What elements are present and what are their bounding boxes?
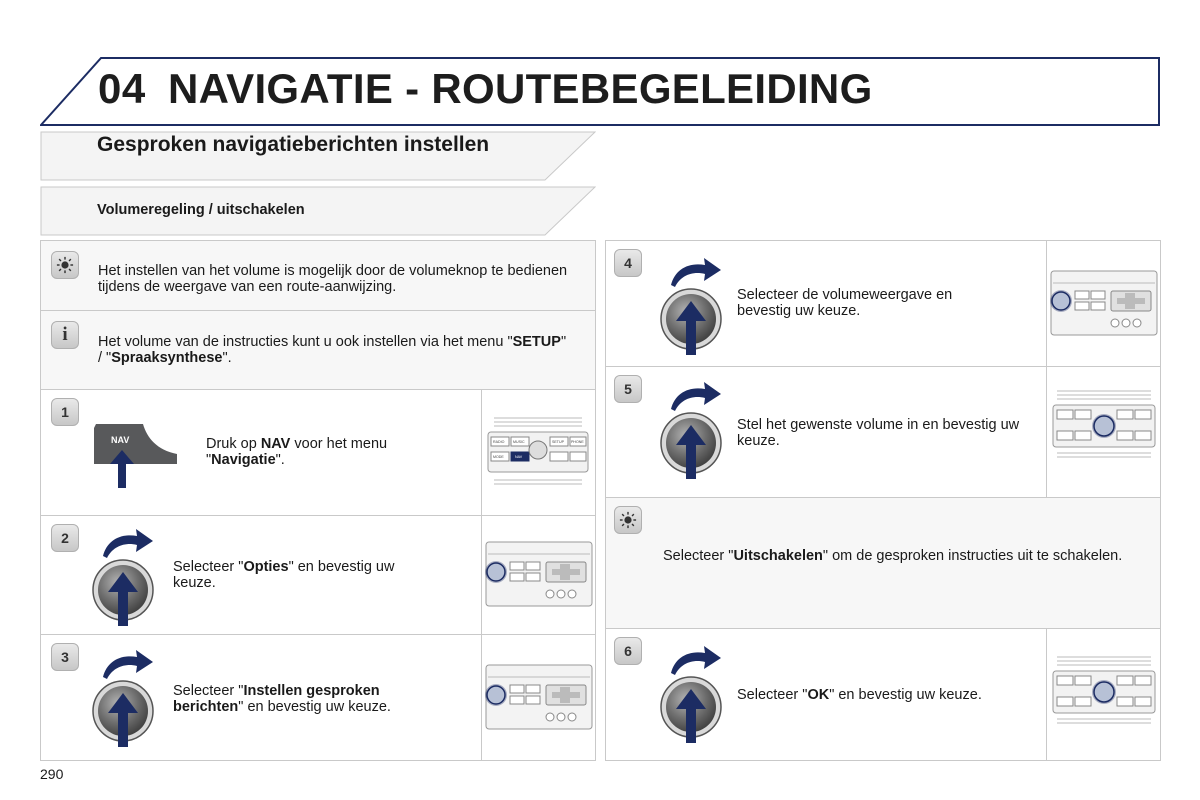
info-text-part: ".: [222, 350, 232, 366]
text-part: Selecteer ": [663, 548, 734, 564]
uitschakelen-tip-text: [663, 548, 1123, 564]
text-part: Selecteer ": [737, 687, 808, 703]
text-part: " en bevestig uw keuze.: [829, 687, 982, 703]
step-1-cell: [41, 390, 595, 516]
lightbulb-badge: [51, 251, 79, 279]
device-column: [481, 635, 595, 760]
nav-button-label: NAV: [111, 435, 130, 445]
device-column: [481, 516, 595, 634]
device-column: [1046, 629, 1160, 760]
label-setup: SETUP: [552, 440, 564, 444]
step-1-text: [206, 436, 426, 468]
step-number-badge: 2: [51, 524, 79, 552]
info-cell: [41, 311, 595, 390]
info-text: [98, 334, 568, 366]
text-bold-ok: OK: [807, 687, 830, 703]
step-3-cell: [41, 635, 595, 760]
radio-panel-knob-illustration: [484, 663, 594, 733]
step-4-text: Selecteer de volumeweergave en bevestig uw keuze.: [737, 287, 953, 319]
label-nav: NAV: [515, 455, 523, 459]
right-panel: [605, 240, 1161, 761]
lightbulb-icon: [619, 511, 637, 529]
step-5-text: Stel het gewenste volume in en bevestig uw keuze.: [737, 417, 1020, 449]
label-phone: PHONE: [571, 440, 584, 444]
radio-panel-knob-illustration: [1049, 269, 1159, 339]
lightbulb-icon: [56, 256, 74, 274]
chapter-header: [40, 57, 1161, 127]
device-column: [1046, 367, 1160, 497]
radio-panel-center-knob-illustration: [1051, 387, 1157, 467]
device-column: [481, 390, 595, 515]
step-5-cell: [606, 367, 1160, 498]
step-6-text: [737, 687, 1037, 703]
step-number-badge: 1: [51, 398, 79, 426]
info-text-part: " / ": [98, 334, 567, 366]
chapter-number: 04: [98, 65, 146, 112]
text-part: Druk op: [206, 436, 261, 452]
rotary-knob-illustration: [659, 381, 729, 481]
uitschakelen-tip-cell: [606, 498, 1160, 629]
info-bold-setup: SETUP: [512, 334, 561, 350]
radio-panel-knob-illustration: [484, 540, 594, 610]
text-bold-navigatie: Navigatie: [211, 452, 276, 468]
text-part: " en bevestig uw keuze.: [173, 559, 395, 591]
radio-panel-center-knob-illustration: [1051, 653, 1157, 733]
text-bold-nav: NAV: [260, 436, 291, 452]
radio-panel-nav-illustration: [486, 412, 590, 492]
label-radio: RADIO: [493, 440, 505, 444]
rotary-knob-illustration: [659, 645, 729, 745]
info-text-part: Het volume van de instructies kunt u ook instellen via het menu ": [98, 334, 513, 350]
info-icon: i: [51, 321, 79, 349]
chapter-title: NAVIGATIE - ROUTEBEGELEIDING: [168, 65, 873, 112]
step-number-badge: 4: [614, 249, 642, 277]
rotary-knob-illustration: [91, 649, 161, 749]
section-title-banner: [40, 131, 596, 181]
step-number-badge: 5: [614, 375, 642, 403]
nav-button-illustration: [91, 420, 181, 490]
text-part: voor het menu ": [206, 436, 388, 468]
left-panel: [40, 240, 596, 761]
text-bold-instellen: Instellen gesproken berichten: [173, 683, 380, 715]
text-bold-uitschakelen: Uitschakelen: [733, 548, 823, 564]
lightbulb-badge: [614, 506, 642, 534]
tip-text: Het instellen van het volume is mogelijk door de volumeknop te bedienen tijdens de weergave van een route-aanwijzing.: [98, 263, 568, 295]
step-number-badge: 6: [614, 637, 642, 665]
text-part: Selecteer ": [173, 683, 244, 699]
info-bold-spraaksynthese: Spraaksynthese: [111, 350, 223, 366]
step-4-cell: [606, 241, 1160, 367]
text-part: " om de gesproken instructies uit te schakelen.: [822, 548, 1123, 564]
page-number: 290: [40, 766, 64, 782]
step-number-badge: 3: [51, 643, 79, 671]
text-bold-opties: Opties: [243, 559, 289, 575]
label-music: MUSIC: [513, 440, 525, 444]
tip-cell: [41, 241, 595, 311]
text-part: Selecteer ": [173, 559, 244, 575]
step-6-cell: [606, 629, 1160, 760]
rotary-knob-illustration: [659, 257, 729, 357]
text-part: " en bevestig uw keuze.: [238, 699, 391, 715]
text-part: ".: [275, 452, 285, 468]
step-2-text: [173, 559, 438, 591]
step-2-cell: [41, 516, 595, 635]
subsection-title: Volumeregeling / uitschakelen: [97, 202, 305, 218]
label-mode: MODE: [493, 455, 504, 459]
device-column: [1046, 241, 1160, 366]
rotary-knob-illustration: [91, 528, 161, 628]
subsection-title-banner: [40, 186, 596, 236]
section-title: Gesproken navigatieberichten instellen: [97, 133, 490, 156]
step-3-text: [173, 683, 428, 715]
